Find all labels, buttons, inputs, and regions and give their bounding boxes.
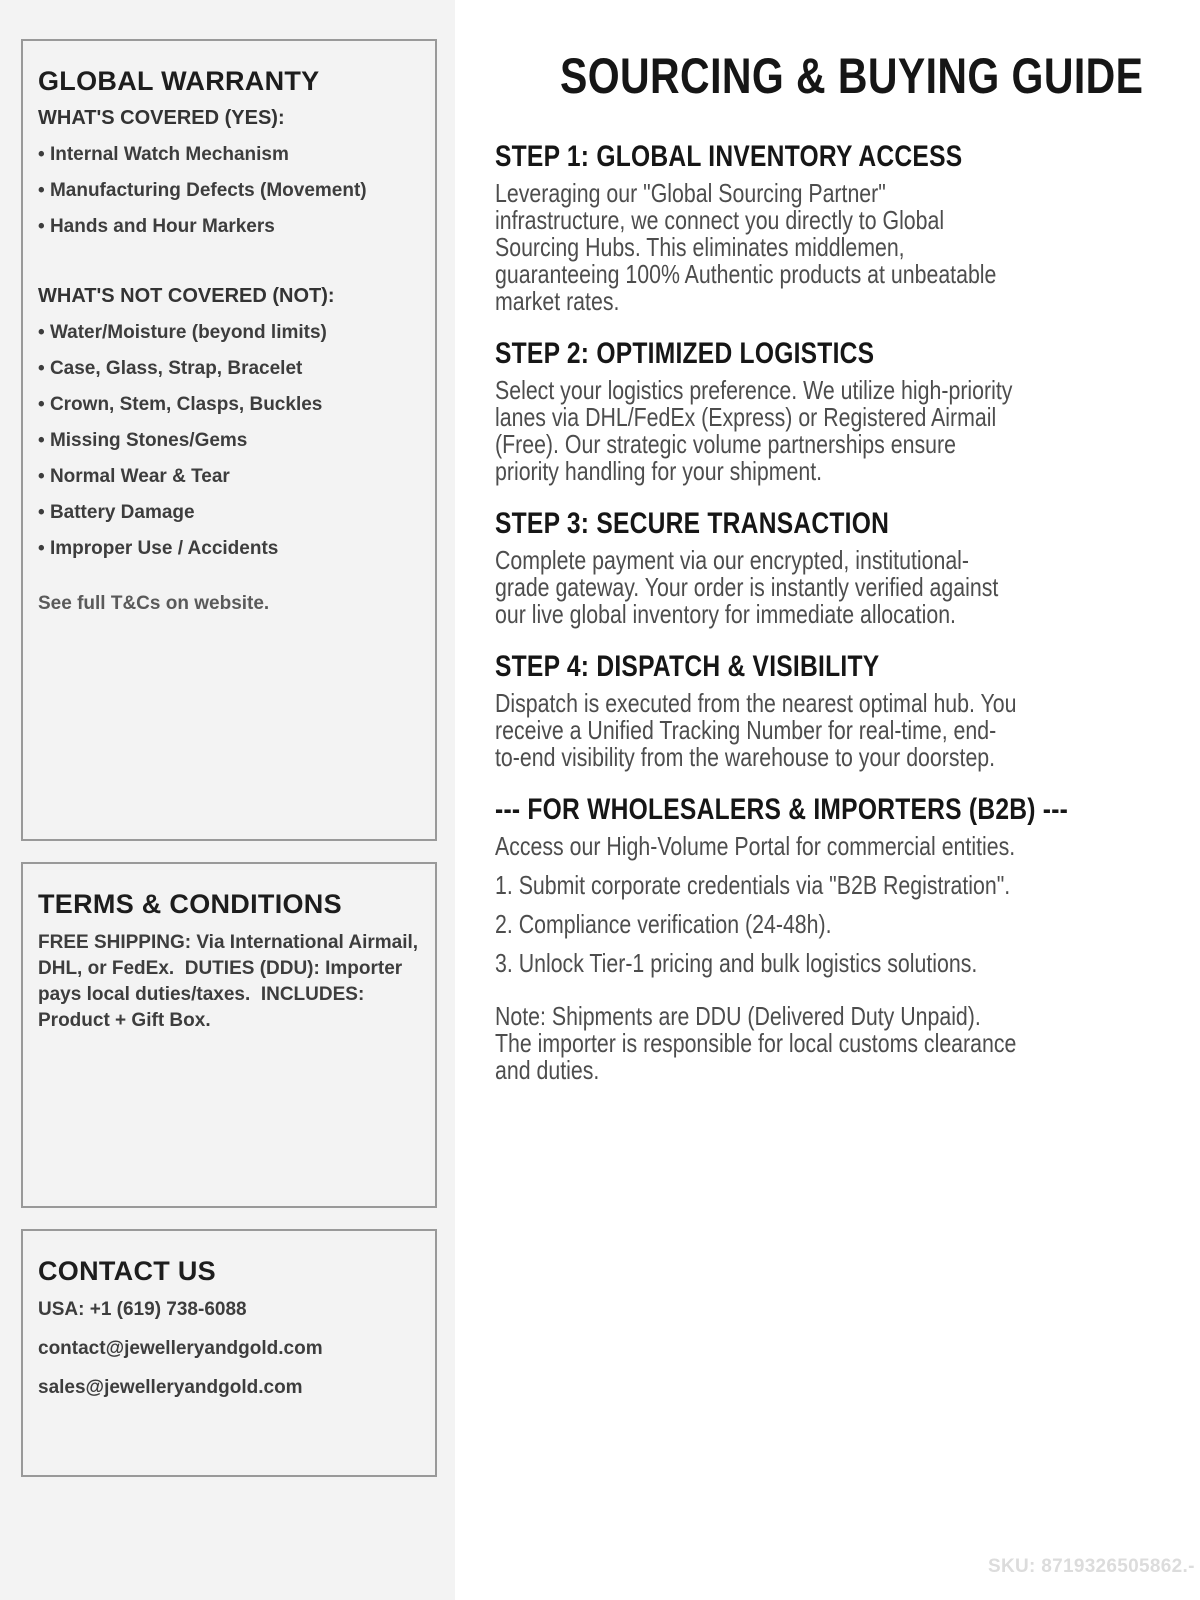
not-covered-item: • Crown, Stem, Clasps, Buckles xyxy=(38,394,420,416)
covered-subtitle: WHAT'S COVERED (YES): xyxy=(38,107,285,129)
b2b-item: 3. Unlock Tier-1 pricing and bulk logistics solutions. xyxy=(495,948,978,978)
not-covered-item: • Missing Stones/Gems xyxy=(38,430,420,452)
step-1-section xyxy=(495,140,1200,315)
b2b-note: Note: Shipments are DDU (Delivered Duty Unpaid). The importer is responsible for local customs clearance and duties. xyxy=(495,1001,1017,1085)
terms-body: FREE SHIPPING: Via International Airmail, DHL, or FedEx. DUTIES (DDU): Importer pays local duties/taxes. INCLUDES: Product + Gift Box. xyxy=(38,932,424,1031)
terms-title: TERMS & CONDITIONS xyxy=(38,889,342,919)
b2b-heading: --- FOR WHOLESALERS & IMPORTERS (B2B) --- xyxy=(495,793,1069,826)
b2b-item: 2. Compliance verification (24-48h). xyxy=(495,909,832,939)
step-2-body: Select your logistics preference. We utilize high-priority lanes via DHL/FedEx (Express) or Registered Airmail (Free). Our strategic volume partnerships ensure priority handling for your shipment. xyxy=(495,375,1013,486)
step-2-heading: STEP 2: OPTIMIZED LOGISTICS xyxy=(495,337,875,370)
terms-conditions-panel xyxy=(21,862,437,1208)
warranty-footnote: See full T&Cs on website. xyxy=(38,593,270,614)
covered-item: • Manufacturing Defects (Movement) xyxy=(38,180,420,202)
warranty-title: GLOBAL WARRANTY xyxy=(38,66,320,96)
step-3-heading: STEP 3: SECURE TRANSACTION xyxy=(495,507,890,540)
step-4-body: Dispatch is executed from the nearest optimal hub. You receive a Unified Tracking Number for real-time, end-to-end visibility from the warehouse to your doorstep. xyxy=(495,688,1017,772)
sales-email: sales@jewelleryandgold.com xyxy=(38,1377,303,1398)
step-3-body: Complete payment via our encrypted, institutional-grade gateway. Your order is instantly verified against our live global inventory for immediate allocation. xyxy=(495,545,999,629)
step-4-heading: STEP 4: DISPATCH & VISIBILITY xyxy=(495,650,880,683)
step-1-heading: STEP 1: GLOBAL INVENTORY ACCESS xyxy=(495,140,963,173)
not-covered-item: • Improper Use / Accidents xyxy=(38,538,420,560)
covered-item: • Hands and Hour Markers xyxy=(38,216,420,238)
step-3-section xyxy=(495,507,1200,628)
b2b-item: 1. Submit corporate credentials via "B2B Registration". xyxy=(495,870,1011,900)
contact-title: CONTACT US xyxy=(38,1256,216,1286)
not-covered-item: • Water/Moisture (beyond limits) xyxy=(38,322,420,344)
not-covered-subtitle: WHAT'S NOT COVERED (NOT): xyxy=(38,285,335,307)
contact-phone: USA: +1 (619) 738-6088 xyxy=(38,1299,247,1320)
step-4-section xyxy=(495,650,1200,771)
sku-label: SKU: 8719326505862.- xyxy=(988,1556,1195,1577)
page-title: SOURCING & BUYING GUIDE xyxy=(559,48,1144,104)
main-content xyxy=(455,0,1200,1600)
not-covered-item: • Battery Damage xyxy=(38,502,420,524)
contact-email: contact@jewelleryandgold.com xyxy=(38,1338,323,1359)
contact-us-panel xyxy=(21,1229,437,1477)
step-1-body: Leveraging our "Global Sourcing Partner" infrastructure, we connect you directly to Global Sourcing Hubs. This eliminates middlemen, guaranteeing 100% Authentic products at unbeatable market rates. xyxy=(495,178,997,316)
not-covered-item: • Normal Wear & Tear xyxy=(38,466,420,488)
b2b-section xyxy=(495,793,1200,1084)
sidebar xyxy=(0,0,455,1600)
main-inner xyxy=(495,48,1200,1084)
step-2-section xyxy=(495,337,1200,485)
b2b-intro: Access our High-Volume Portal for commercial entities. xyxy=(495,831,1016,861)
covered-item: • Internal Watch Mechanism xyxy=(38,144,420,166)
not-covered-item: • Case, Glass, Strap, Bracelet xyxy=(38,358,420,380)
global-warranty-panel xyxy=(21,39,437,841)
